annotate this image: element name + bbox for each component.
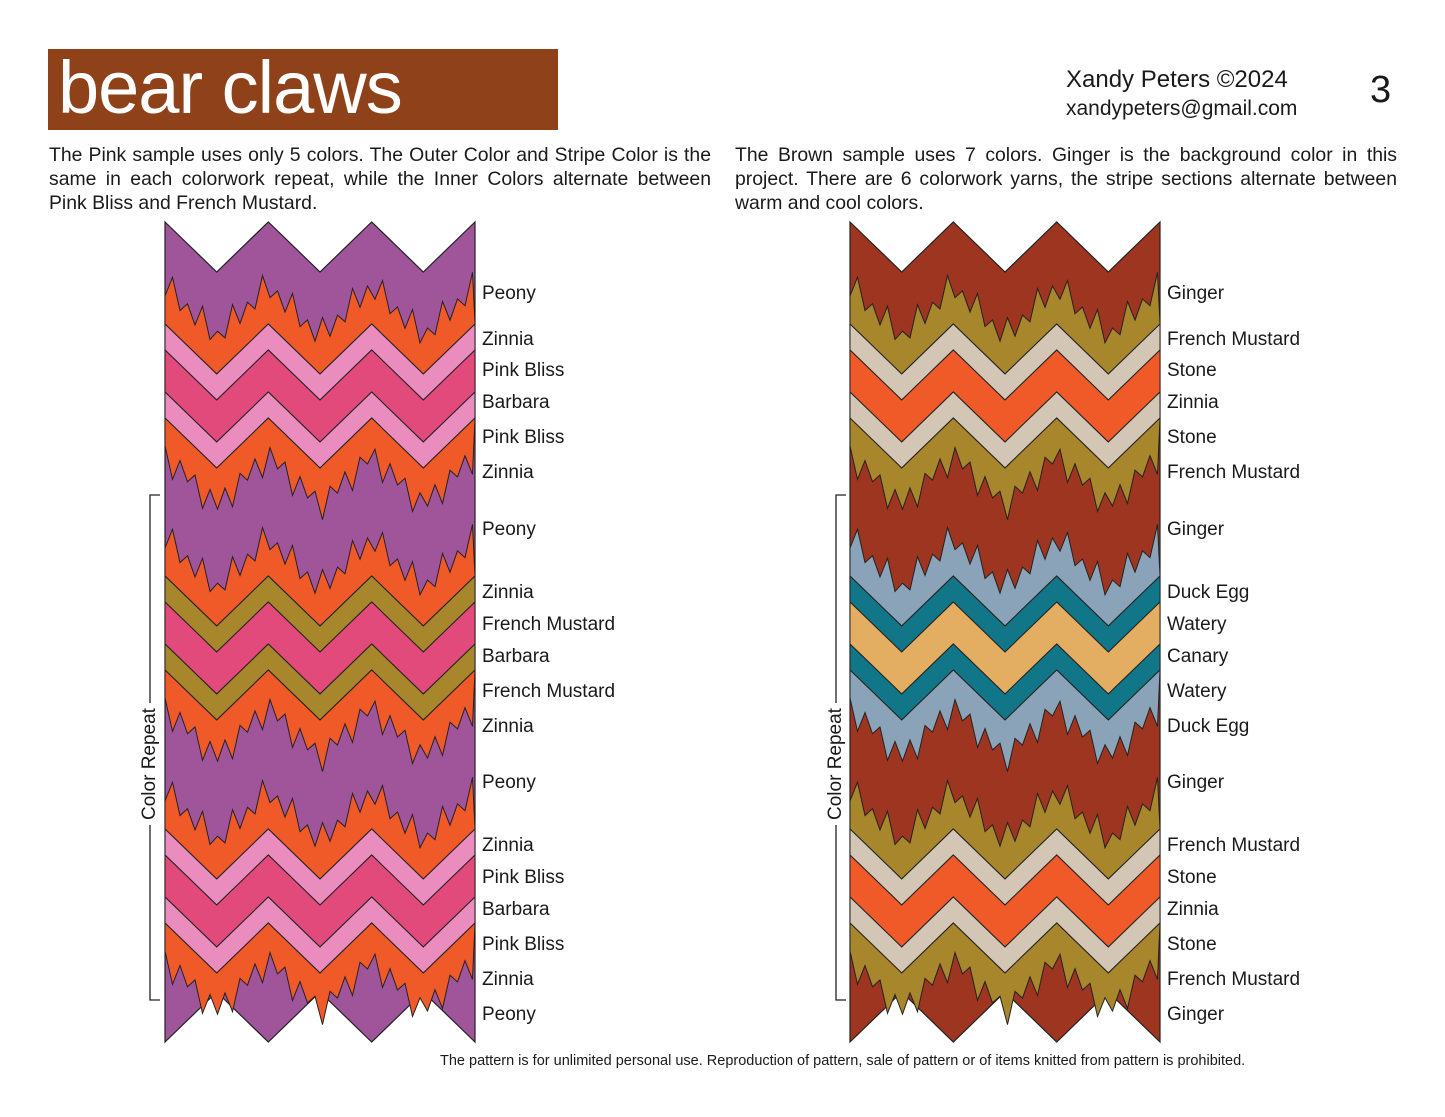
yarn-label: Pink Bliss — [482, 867, 565, 888]
yarn-label: French Mustard — [1167, 835, 1301, 856]
author-email: xandypeters@gmail.com — [1066, 97, 1298, 120]
yarn-label: Zinnia — [1167, 392, 1219, 413]
pink-color-repeat-label: Color Repeat — [139, 703, 161, 825]
yarn-label: Barbara — [482, 392, 550, 413]
yarn-label: Barbara — [482, 899, 550, 920]
yarn-label: Barbara — [482, 646, 550, 667]
yarn-label: Zinnia — [482, 462, 534, 483]
yarn-label: French Mustard — [1167, 969, 1301, 990]
yarn-label: Ginger — [1167, 283, 1225, 304]
yarn-label: Ginger — [1167, 519, 1225, 540]
yarn-label: Watery — [1167, 681, 1227, 702]
pink-sample-swatch — [165, 222, 475, 1042]
copyright-footer: The pattern is for unlimited personal use. Reproduction of pattern, sale of pattern or of items knitted from pattern is prohibited. — [440, 1053, 1246, 1069]
page-title: bear claws — [58, 46, 402, 129]
yarn-label: Peony — [482, 772, 536, 793]
yarn-label: French Mustard — [482, 614, 616, 635]
yarn-label: Zinnia — [1167, 899, 1219, 920]
brown-sample-description: The Brown sample uses 7 colors. Ginger is the background color in this project. There are 6 colorwork yarns, the stripe sections alternate between warm and cool colors. — [735, 144, 1397, 214]
yarn-label: Pink Bliss — [482, 427, 565, 448]
yarn-label: French Mustard — [1167, 462, 1301, 483]
yarn-label: Ginger — [1167, 772, 1225, 793]
yarn-label: Duck Egg — [1167, 716, 1250, 737]
yarn-label: Duck Egg — [1167, 582, 1250, 603]
yarn-label: Pink Bliss — [482, 360, 565, 381]
yarn-label: Stone — [1167, 934, 1217, 955]
yarn-label: Zinnia — [482, 329, 534, 350]
yarn-label: Watery — [1167, 614, 1227, 635]
brown-sample-swatch — [850, 222, 1160, 1042]
yarn-label: Stone — [1167, 867, 1217, 888]
yarn-label: Stone — [1167, 427, 1217, 448]
yarn-label: Ginger — [1167, 1004, 1225, 1025]
yarn-label: French Mustard — [1167, 329, 1301, 350]
yarn-label: Stone — [1167, 360, 1217, 381]
brown-color-repeat-label: Color Repeat — [825, 703, 847, 825]
yarn-label: Peony — [482, 1004, 536, 1025]
yarn-label: Pink Bliss — [482, 934, 565, 955]
yarn-label: Zinnia — [482, 969, 534, 990]
yarn-label: Peony — [482, 283, 536, 304]
yarn-label: Peony — [482, 519, 536, 540]
author-copyright: Xandy Peters ©2024 — [1066, 66, 1288, 93]
yarn-label: Zinnia — [482, 835, 534, 856]
yarn-label: Canary — [1167, 646, 1229, 667]
page-number: 3 — [1370, 69, 1392, 111]
yarn-label: Zinnia — [482, 716, 534, 737]
pink-sample-description: The Pink sample uses only 5 colors. The Outer Color and Stripe Color is the same in each colorwork repeat, while the Inner Colors alternate between Pink Bliss and French Mustard. — [49, 144, 711, 214]
yarn-label: Zinnia — [482, 582, 534, 603]
yarn-label: French Mustard — [482, 681, 616, 702]
